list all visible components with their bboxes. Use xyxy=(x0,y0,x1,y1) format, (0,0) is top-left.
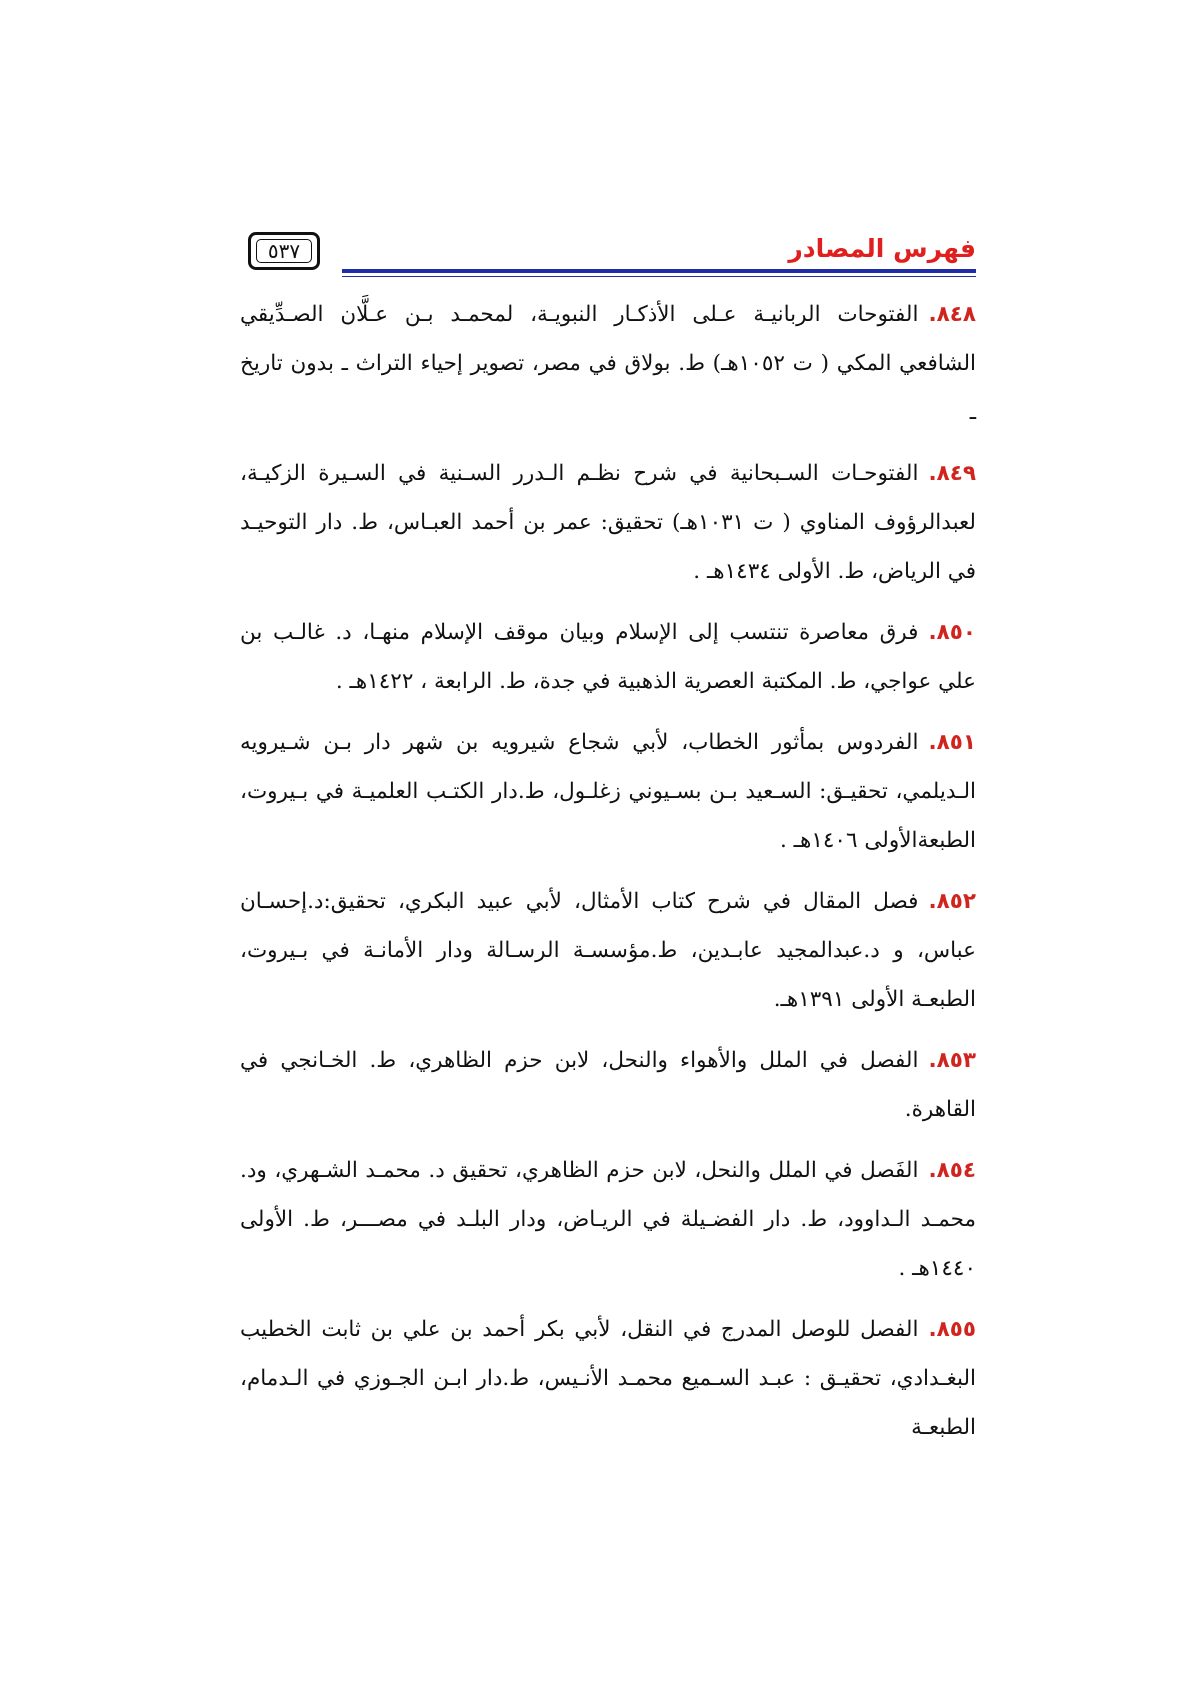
list-item xyxy=(240,1146,976,1293)
entry-text: الفصل للوصل المدرج في النقل، لأبي بكر أحمد بن علي بن ثابت الخطيب البغـدادي، تحقيـق : عبـد السـميع محمـد الأنـيس، ط.دار ابـن الجـوزي في الـدمام، الطبعـة xyxy=(240,1317,976,1440)
entry-number: ٨٥٠. xyxy=(928,620,976,645)
header-rule xyxy=(342,269,976,273)
entry-number: ٨٥٣. xyxy=(928,1048,976,1073)
entry-number: ٨٤٨. xyxy=(928,302,976,327)
entry-text: فصل المقال في شرح كتاب الأمثال، لأبي عبيد البكري، تحقيق:د.إحسـان عباس، و د.عبدالمجيد عابـدين، ط.مؤسسـة الرسـالة ودار الأمانـة في بـيروت، الطبعـة الأولى ١٣٩١هـ. xyxy=(240,889,976,1012)
entry-number: ٨٥٢. xyxy=(928,889,976,914)
entry-text: الفتوحـات السـبحانية في شرح نظـم الـدرر السـنية في السـيرة الزكيـة، لعبدالرؤوف المناوي ( ت ١٠٣١هـ) تحقيق: عمر بن أحمد العبـاس، ط. دار التوحيـد في الرياض، ط. الأولى ١٤٣٤هـ . xyxy=(240,461,976,584)
list-item xyxy=(240,608,976,706)
page-title: فهرس المصادر xyxy=(788,234,976,263)
entry-text: الفَصل في الملل والنحل، لابن حزم الظاهري، تحقيق د. محمـد الشـهري، ود. محمـد الـداوود، ط. دار الفضـيلة في الريـاض، ودار البلـد في مصـــر، ط. الأولى ١٤٤٠هـ . xyxy=(240,1158,976,1281)
page-number-box xyxy=(248,232,320,270)
header-rule-thin xyxy=(342,276,976,277)
entry-text: الفردوس بمأثور الخطاب، لأبي شجاع شيرويه بن شهر دار بـن شـيرويه الـديلمي، تحقيـق: السـعيد بـن بسـيوني زغلـول، ط.دار الكتـب العلميـة في بـيروت، الطبعةالأولى ١٤٠٦هـ . xyxy=(240,730,976,853)
entry-number: ٨٥٤. xyxy=(928,1158,976,1183)
entry-number: ٨٥٥. xyxy=(928,1317,976,1342)
entries-list xyxy=(240,290,976,1464)
page-number: ٥٣٧ xyxy=(256,239,312,263)
list-item xyxy=(240,718,976,865)
entry-text: فرق معاصرة تنتسب إلى الإسلام وبيان موقف الإسلام منهـا، د. غالـب بن علي عواجي، ط. المكتبة العصرية الذهبية في جدة، ط. الرابعة ، ١٤٢٢هـ . xyxy=(240,620,976,694)
entry-number: ٨٤٩. xyxy=(928,461,976,486)
list-item xyxy=(240,1305,976,1452)
list-item xyxy=(240,877,976,1024)
entry-text: الفصل في الملل والأهواء والنحل، لابن حزم الظاهري، ط. الخـانجي في القاهرة. xyxy=(240,1048,976,1122)
page-header xyxy=(248,232,976,276)
list-item xyxy=(240,290,976,437)
list-item xyxy=(240,1036,976,1134)
entry-number: ٨٥١. xyxy=(928,730,976,755)
list-item xyxy=(240,449,976,596)
entry-text: الفتوحات الربانيـة عـلى الأذكـار النبويـة، لمحمـد بـن عـلَّان الصـدِّيقي الشافعي المكي ( ت ١٠٥٢هـ) ط. بولاق في مصر، تصوير إحياء التراث ـ بدون تاريخ ـ xyxy=(240,302,976,425)
